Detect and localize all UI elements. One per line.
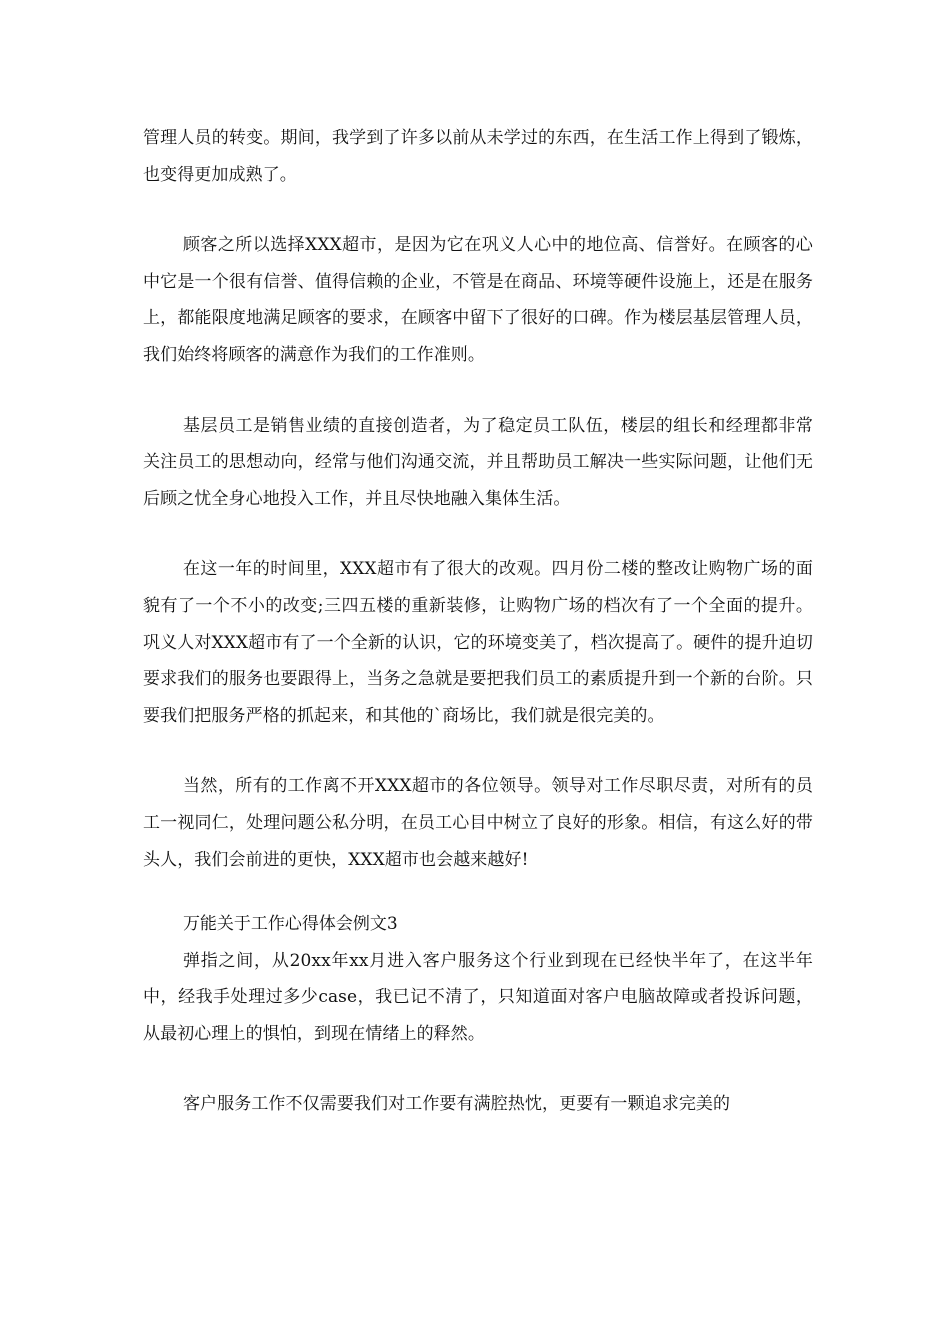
section-heading: 万能关于工作心得体会例文3	[182, 914, 398, 935]
paragraph-3: 基层员工是销售业绩的直接创造者，为了稳定员工队伍，楼层的组长和经理都非常关注员工的思想动向，经常与他们沟通交流，并且帮助员工解决一些实际问题，让他们无后顾之忧全身心地投入工作，并且尽快地融入集体生活。	[143, 415, 813, 509]
paragraph-spacer	[143, 374, 813, 408]
paragraph-2: 顾客之所以选择XXX超市，是因为它在巩义人心中的地位高、信誉好。在顾客的心中它是一个很有信誉、值得信赖的企业，不管是在商品、环境等硬件设施上，还是在服务上，都能限度地满足顾客的要求，在顾客中留下了很好的口碑。作为楼层基层管理人员，我们始终将顾客的满意作为我们的工作准则。	[143, 235, 813, 365]
document-body	[143, 120, 813, 1123]
paragraph-spacer	[143, 734, 813, 768]
paragraph-spacer	[143, 517, 813, 551]
paragraph-1: 管理人员的转变。期间，我学到了许多以前从未学过的东西，在生活工作上得到了锻炼，也变得更加成熟了。	[143, 128, 813, 185]
paragraph-6: 弹指之间，从20xx年xx月进入客户服务这个行业到现在已经快半年了，在这半年中，经我手处理过多少case，我已记不清了，只知道面对客户电脑故障或者投诉问题，从最初心理上的惧怕，到现在情绪上的释然。	[143, 950, 813, 1044]
paragraph-spacer	[143, 878, 813, 906]
paragraph-spacer	[143, 193, 813, 227]
paragraph-7: 客户服务工作不仅需要我们对工作要有满腔热忱，更要有一颗追求完美的	[182, 1094, 731, 1115]
paragraph-5: 当然，所有的工作离不开XXX超市的各位领导。领导对工作尽职尽责，对所有的员工一视同仁，处理问题公私分明，在员工心目中树立了良好的形象。相信，有这么好的带头人，我们会前进的更快，XXX超市也会越来越好!	[143, 776, 813, 870]
paragraph-4: 在这一年的时间里，XXX超市有了很大的改观。四月份二楼的整改让购物广场的面貌有了一个不小的改变;三四五楼的重新装修，让购物广场的档次有了一个全面的提升。巩义人对XXX超市有了一个全新的认识，它的环境变美了，档次提高了。硬件的提升迫切要求我们的服务也要跟得上，当务之急就是要把我们员工的素质提升到一个新的台阶。只要我们把服务严格的抓起来，和其他的`商场比，我们就是很完美的。	[143, 559, 813, 726]
paragraph-spacer	[143, 1052, 813, 1086]
